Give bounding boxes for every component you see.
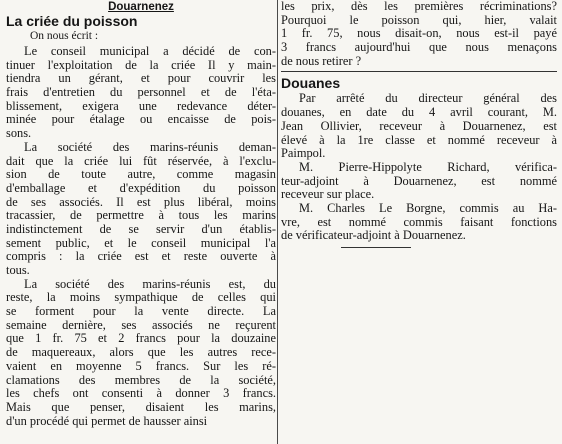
paragraph bbox=[281, 161, 557, 202]
text-line: Paimpol. bbox=[281, 146, 326, 161]
text-line: de vérificateur-adjoint à Douarnenez. bbox=[281, 228, 466, 243]
text-line: La société des marins-réunis est, du bbox=[24, 277, 276, 291]
paragraph bbox=[281, 92, 557, 160]
text-line: d'emballage et d'expédition du poisson bbox=[6, 180, 276, 195]
text-line: se forment pour la vente directe. La bbox=[6, 304, 276, 319]
text-line: Mais que penser, disaient les marins, bbox=[6, 399, 276, 414]
text-line: sons. bbox=[6, 126, 32, 141]
article-separator bbox=[281, 71, 557, 72]
article-heading-criee: La criée du poisson bbox=[6, 13, 138, 29]
paragraph bbox=[6, 278, 276, 429]
text-line: tinuer l'exploitation de la criée Il y main- bbox=[6, 57, 276, 72]
article-body-criee bbox=[6, 45, 276, 428]
text-line: douanes, en date du 4 avril courant, M. bbox=[281, 105, 557, 120]
text-line: semaine dernière, ses associés ne reçurent bbox=[6, 317, 276, 332]
text-line: Pourquoi le poisson qui, hier, valait bbox=[281, 12, 557, 27]
text-line: Par arrêté du directeur général des bbox=[299, 92, 557, 106]
text-line: indistinctement de se servir d'un établis- bbox=[6, 221, 276, 236]
text-line: vre, est nommé commis faisant fonctions bbox=[281, 214, 557, 229]
text-line: M. Pierre-Hippolyte Richard, vérifica- bbox=[299, 160, 557, 174]
text-line: Le conseil municipal a décidé de con- bbox=[24, 45, 276, 58]
text-line: tracassier, de permettre à tous les marins bbox=[6, 208, 276, 223]
text-line: teur-adjoint à Douarnenez, est nommé bbox=[281, 173, 557, 188]
text-line: les prix, dès les premières récriminations? bbox=[281, 0, 557, 13]
right-column bbox=[281, 0, 557, 444]
section-kicker: Douarnenez bbox=[108, 1, 174, 13]
text-line: les chefs ont consenti à donner 3 francs. bbox=[6, 386, 276, 401]
paragraph bbox=[6, 141, 276, 278]
text-line: receveur sur place. bbox=[281, 187, 375, 202]
text-line: sement public, et le conseil municipal l'a bbox=[6, 235, 276, 250]
paragraph bbox=[281, 0, 557, 68]
text-line: tiendra un gérant, et pour couvrir les bbox=[6, 71, 276, 86]
text-line: que 1 fr. 75 et 2 francs pour la douzaine bbox=[6, 331, 276, 346]
text-line: élevé à la 1re classe et nommé receveur à bbox=[281, 132, 557, 147]
text-line: sion de toute autre, comme magasin bbox=[6, 167, 276, 182]
text-line: M. Charles Le Borgne, commis au Ha- bbox=[299, 201, 557, 215]
article-continuation bbox=[281, 0, 557, 68]
text-line: clamations des membres de la société, bbox=[6, 372, 276, 387]
article-subheading: On nous écrit : bbox=[30, 30, 99, 42]
text-line: 3 francs aujourd'hui que nous menaçons bbox=[281, 40, 557, 55]
text-line: d'un procédé qui permet de hausser ainsi bbox=[6, 413, 208, 428]
paragraph bbox=[281, 202, 557, 243]
text-line: blissement, exigera une redevance déter- bbox=[6, 98, 276, 113]
text-line: 1 fr. 75, nous disait-on, nous est-il payé bbox=[281, 26, 557, 41]
end-separator bbox=[341, 247, 411, 248]
text-line: minée pour étalage ou encaisse de pois- bbox=[6, 112, 276, 127]
article-body-douanes bbox=[281, 92, 557, 243]
text-line: vaient en moyenne 5 francs. Sur les ré- bbox=[6, 358, 276, 373]
text-line: compris : la criée est et reste ouverte à bbox=[6, 249, 276, 264]
text-line: frais d'entretien du personnel et de l'éta- bbox=[6, 85, 276, 100]
text-line: Jean Ollivier, receveur à Douarnenez, est bbox=[281, 118, 557, 133]
article-heading-douanes: Douanes bbox=[281, 75, 341, 92]
text-line: de ses associés. Il est plus libéral, moins bbox=[6, 194, 276, 209]
text-line: La société des marins-réunis deman- bbox=[24, 140, 276, 154]
text-line: de nous retirer ? bbox=[281, 53, 362, 68]
text-line: tous. bbox=[6, 263, 30, 277]
text-line: dait que la criée lui fût réservée, à l'exclu- bbox=[6, 153, 276, 168]
text-line: de maquereaux, alors que les autres rece- bbox=[6, 345, 276, 360]
column-rule bbox=[277, 0, 278, 444]
left-column bbox=[6, 0, 276, 444]
text-line: reste, la moins sympathique de celles qui bbox=[6, 290, 276, 305]
paragraph bbox=[6, 45, 276, 141]
